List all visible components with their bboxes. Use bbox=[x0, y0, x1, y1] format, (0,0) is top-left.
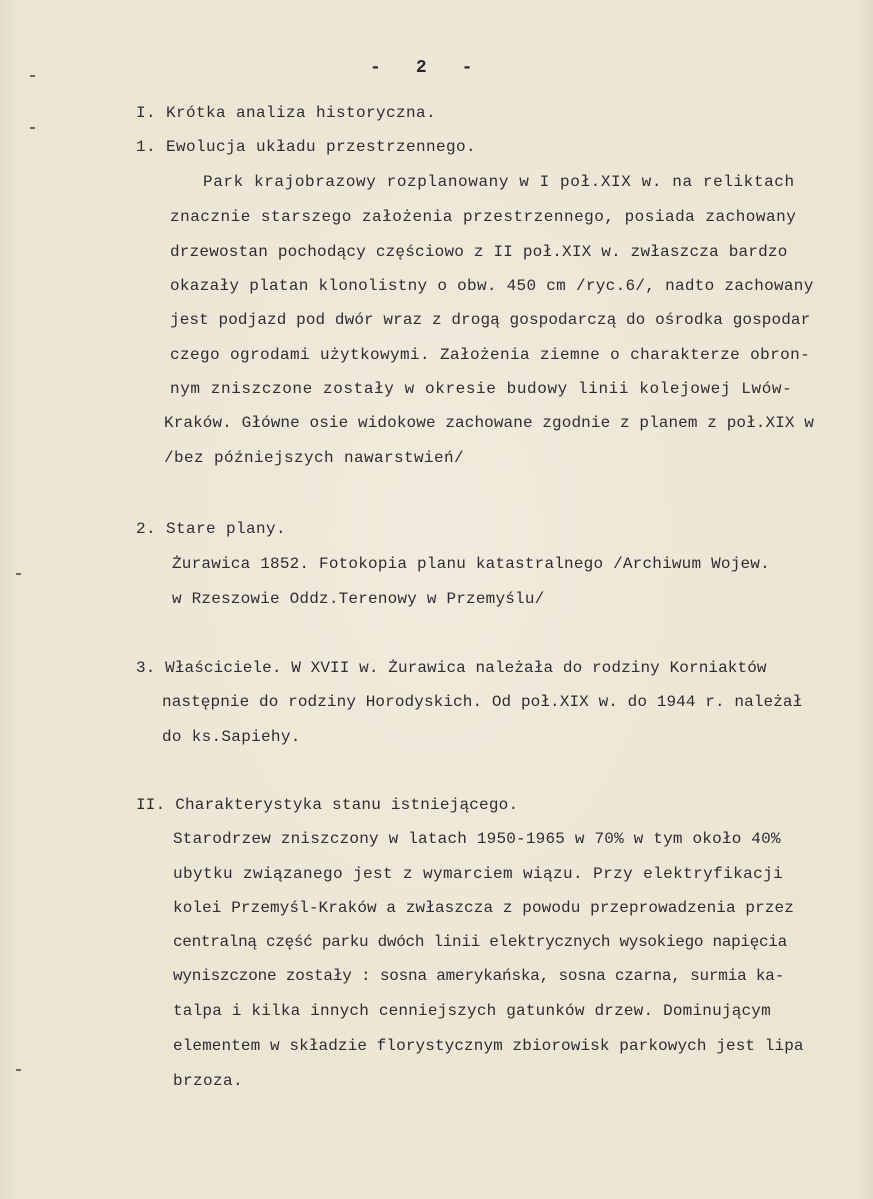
paragraph-line: drzewostan pochodący częściowo z II poł.XIX w. zwłaszcza bardzo bbox=[170, 243, 788, 261]
paragraph-line: wyniszczone zostały : sosna amerykańska, sosna czarna, surmia ka- bbox=[173, 967, 785, 985]
paragraph-line: centralną część parku dwóch linii elektrycznych wysokiego napięcia bbox=[173, 933, 787, 951]
paragraph-line: 3. Właściciele. W XVII w. Żurawica należała do rodziny Korniaktów bbox=[136, 659, 767, 677]
paragraph-line: jest podjazd pod dwór wraz z drogą gospodarczą do ośrodka gospodar bbox=[170, 311, 811, 329]
paragraph-line: okazały platan klonolistny o obw. 450 cm /ryc.6/, nadto zachowany bbox=[170, 277, 814, 295]
paragraph-line: kolei Przemyśl-Kraków a zwłaszcza z powodu przeprowadzenia przez bbox=[173, 899, 794, 917]
paragraph-line: elementem w składzie florystycznym zbiorowisk parkowych jest lipa bbox=[173, 1037, 804, 1055]
paragraph-line: Park krajobrazowy rozplanowany w I poł.XIX w. na reliktach bbox=[203, 173, 795, 191]
paragraph-line: czego ogrodami użytkowymi. Założenia ziemne o charakterze obron- bbox=[170, 346, 811, 364]
subsection-heading: 1. Ewolucja układu przestrzennego. bbox=[136, 138, 477, 156]
margin-mark bbox=[30, 127, 35, 129]
paragraph-line: ubytku związanego jest z wymarciem wiązu. Przy elektryfikacji bbox=[173, 865, 784, 883]
margin-mark bbox=[16, 1069, 21, 1071]
paragraph-line: Żurawica 1852. Fotokopia planu katastralnego /Archiwum Wojew. bbox=[172, 555, 770, 573]
paragraph-line: /bez późniejszych nawarstwień/ bbox=[164, 449, 465, 467]
page-number-value: 2 bbox=[415, 58, 428, 78]
paragraph-line: talpa i kilka innych cenniejszych gatunków drzew. Dominującym bbox=[173, 1002, 771, 1020]
paragraph-line: znacznie starszego założenia przestrzennego, posiada zachowany bbox=[170, 208, 797, 226]
page-number-dash: - bbox=[370, 58, 382, 78]
paragraph-line: Kraków. Główne osie widokowe zachowane zgodnie z planem z poł.XIX w bbox=[164, 414, 815, 432]
paragraph-line: brzoza. bbox=[173, 1072, 244, 1090]
page-number-dash: - bbox=[461, 58, 474, 78]
margin-mark bbox=[16, 573, 21, 575]
section-heading: II. Charakterystyka stanu istniejącego. bbox=[136, 796, 519, 814]
subsection-heading: 2. Stare plany. bbox=[136, 520, 287, 538]
margin-mark bbox=[30, 75, 35, 77]
page-number bbox=[370, 58, 473, 78]
paragraph-line: nym zniszczone zostały w okresie budowy linii kolejowej Lwów- bbox=[170, 380, 793, 398]
paragraph-line: do ks.Sapiehy. bbox=[162, 728, 301, 746]
section-heading: I. Krótka analiza historyczna. bbox=[136, 104, 437, 122]
paragraph-line: Starodrzew zniszczony w latach 1950-1965 w 70% w tym około 40% bbox=[173, 830, 781, 848]
paragraph-line: następnie do rodziny Horodyskich. Od poł.XIX w. do 1944 r. należał bbox=[162, 693, 803, 711]
paragraph-line: w Rzeszowie Oddz.Terenowy w Przemyślu/ bbox=[172, 590, 545, 608]
